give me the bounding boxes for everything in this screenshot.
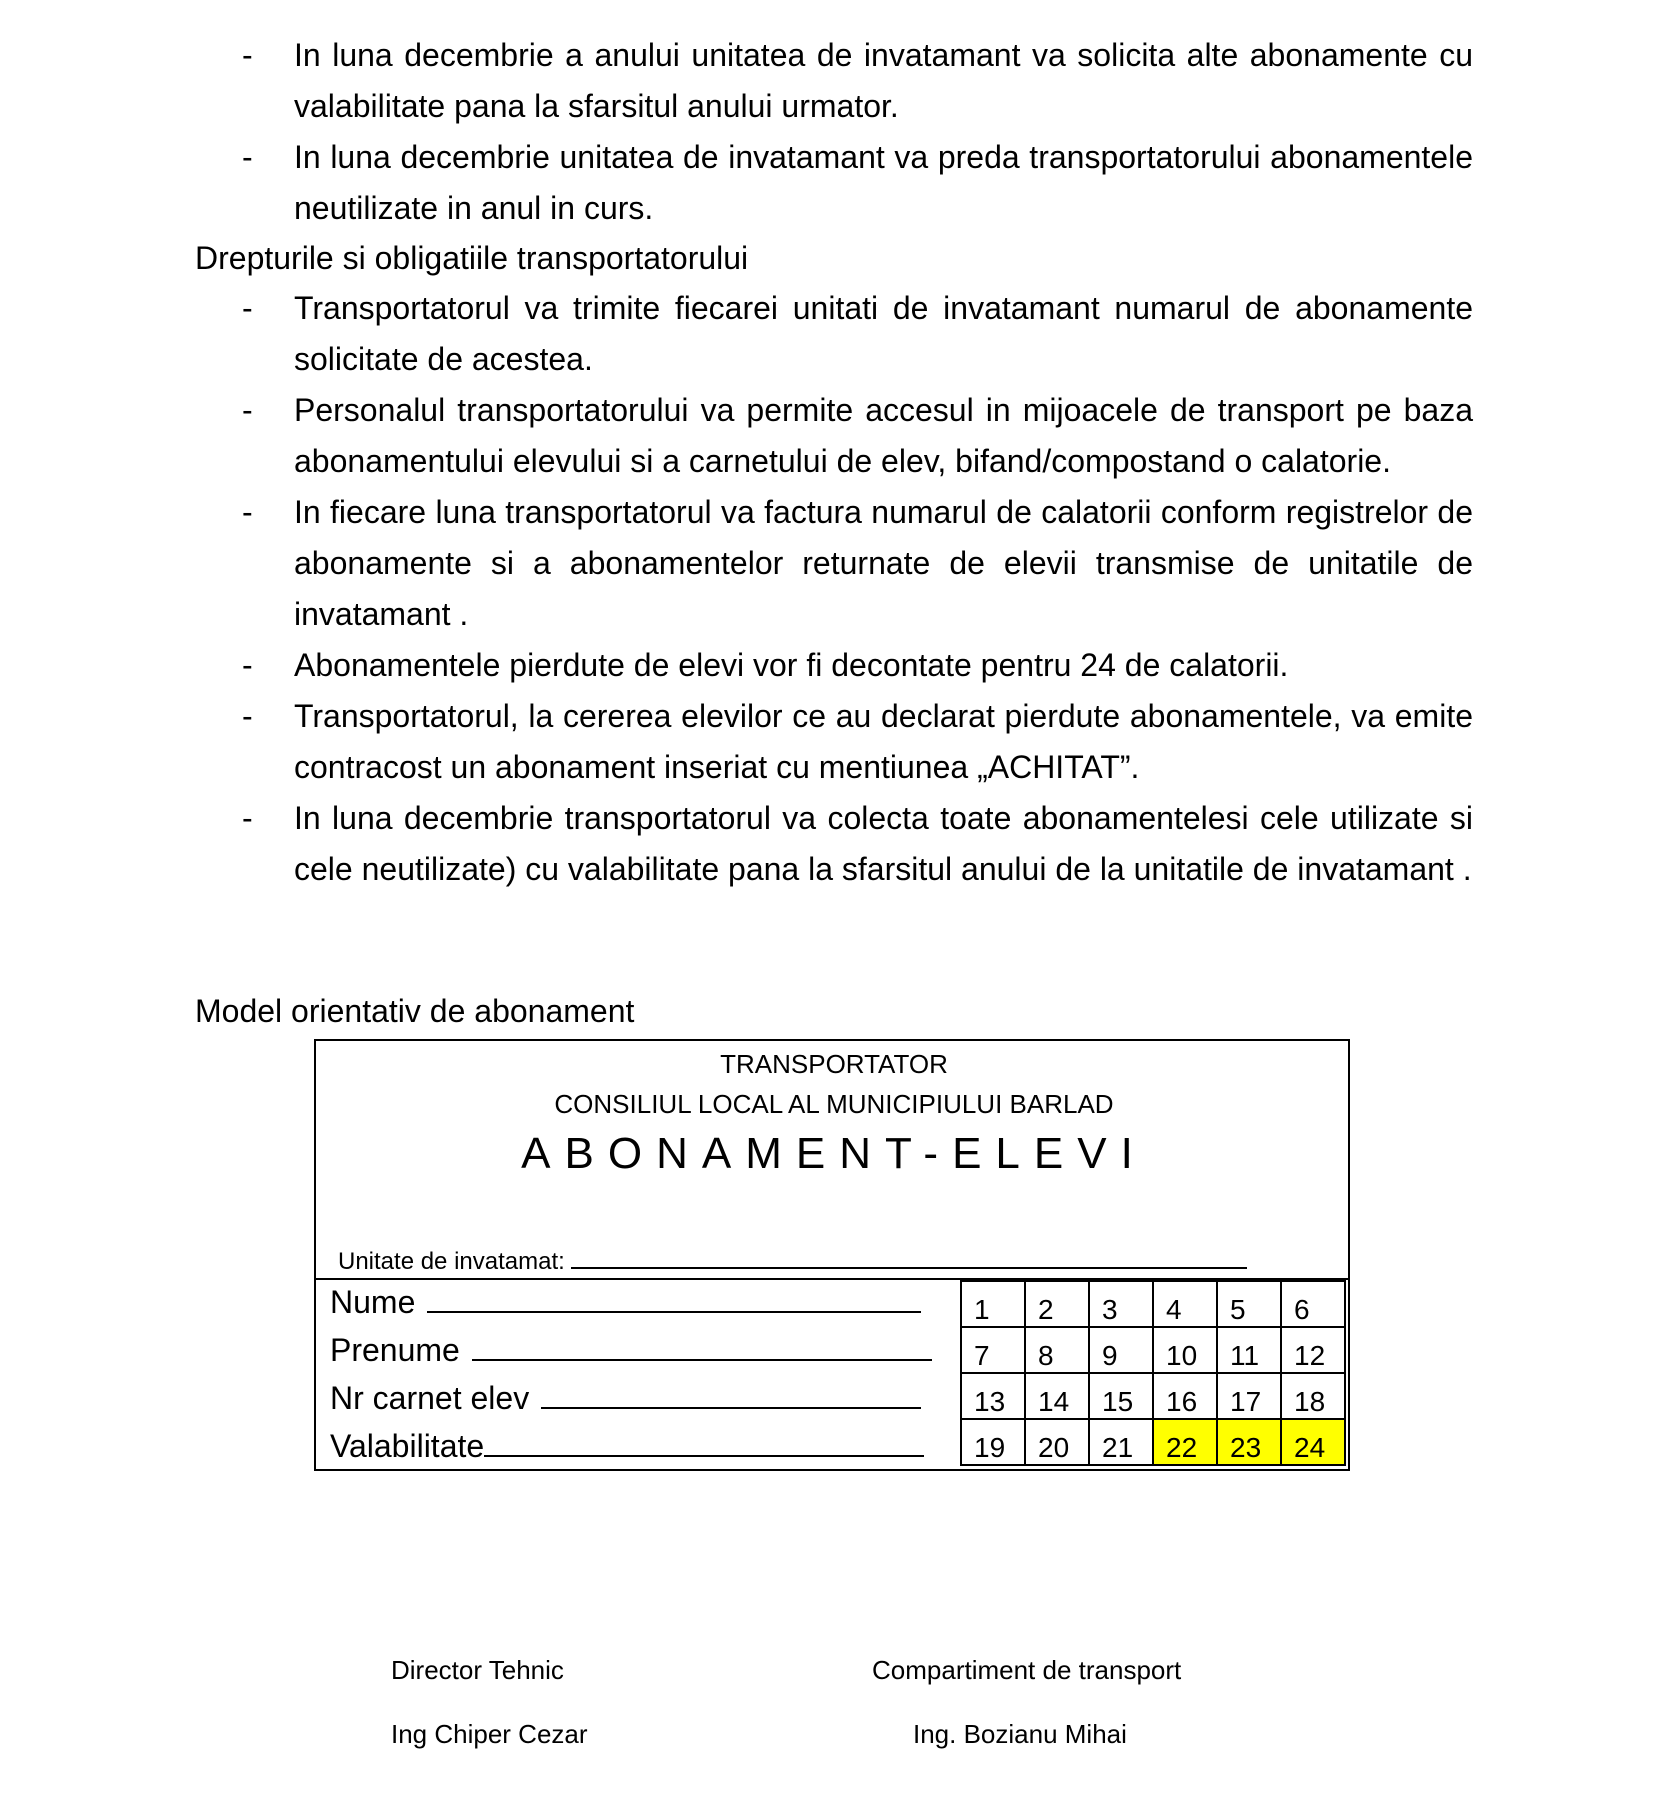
trip-grid-row [961,1419,1345,1465]
bullet-item [0,487,1654,640]
dash-marker: - [242,37,253,73]
trip-cell: 10 [1153,1327,1217,1373]
trip-cell: 17 [1217,1373,1281,1419]
trip-cell: 7 [961,1327,1025,1373]
trip-cell: 11 [1217,1327,1281,1373]
trip-cell: 20 [1025,1419,1089,1465]
dash-marker: - [242,139,253,175]
student-card-number-field [330,1379,921,1417]
trip-cell: 13 [961,1373,1025,1419]
trip-cell: 24 [1281,1419,1345,1465]
bullet-item [0,132,1654,234]
section-heading-rights: Drepturile si obligatiile transportatorului [195,240,749,276]
school-field-blank [571,1247,1247,1269]
dash-marker: - [242,392,253,428]
ticket-carrier-label: TRANSPORTATOR [720,1049,948,1079]
bullet-text: Personalul transportatorului va permite accesul in mijoacele de transport pe baza abonamentului elevului si a carnetului de elev, bifand/compostand o calatorie. [294,392,1473,479]
school-field [338,1247,1247,1276]
school-field-label: Unitate de invatamat: [338,1248,565,1275]
trip-cell: 5 [1217,1281,1281,1327]
name-field [330,1283,921,1321]
bullet-text: Transportatorul, la cererea elevilor ce au declarat pierdute abonamentele, va emite contracost un abonament inseriat cu mentiunea „ACHITAT”. [294,698,1473,785]
section-heading-model: Model orientativ de abonament [195,993,635,1029]
bullet-item [0,283,1654,385]
trip-cell: 4 [1153,1281,1217,1327]
signature-role-technical-director: Director Tehnic [391,1655,564,1685]
validity-field-label: Valabilitate [330,1428,485,1464]
validity-field [330,1427,924,1465]
first-name-field-blank [472,1331,932,1361]
bullet-item [0,691,1654,793]
trip-cell: 12 [1281,1327,1345,1373]
trip-cell: 22 [1153,1419,1217,1465]
dash-marker: - [242,647,253,683]
bullet-text: In luna decembrie a anului unitatea de invatamant va solicita alte abonamente cu valabilitate pana la sfarsitul anului urmator. [294,37,1473,124]
trip-cell: 6 [1281,1281,1345,1327]
bullet-item [0,793,1654,895]
ticket-carrier-name: CONSILIUL LOCAL AL MUNICIPIULUI BARLAD [554,1089,1114,1119]
name-field-label: Nume [330,1284,416,1320]
trip-cell: 23 [1217,1419,1281,1465]
trip-cell: 1 [961,1281,1025,1327]
dash-marker: - [242,698,253,734]
trip-grid-row [961,1281,1345,1327]
trip-cell: 18 [1281,1373,1345,1419]
bullet-text: Abonamentele pierdute de elevi vor fi decontate pentru 24 de calatorii. [294,647,1289,683]
trip-grid-row [961,1327,1345,1373]
dash-marker: - [242,800,253,836]
bullet-list-school-obligations [0,30,1654,234]
first-name-field [330,1331,932,1369]
trip-cell: 9 [1089,1327,1153,1373]
ticket-title: ABONAMENT-ELEVI [521,1129,1147,1178]
trip-cell: 2 [1025,1281,1089,1327]
trip-cell: 19 [961,1419,1025,1465]
signature-name-transport-department: Ing. Bozianu Mihai [913,1719,1127,1749]
dash-marker: - [242,290,253,326]
trip-cell: 15 [1089,1373,1153,1419]
bullet-text: Transportatorul va trimite fiecarei unitati de invatamant numarul de abonamente solicitate de acestea. [294,290,1473,377]
validity-field-blank [484,1427,924,1457]
trip-cell: 16 [1153,1373,1217,1419]
trip-cell: 21 [1089,1419,1153,1465]
trip-grid-row [961,1373,1345,1419]
bullet-text: In fiecare luna transportatorul va factura numarul de calatorii conform registrelor de abonamente si a abonamentelor returnate de elevii transmise de unitatile de invatamant . [294,494,1473,632]
trip-cell: 3 [1089,1281,1153,1327]
trip-grid [960,1280,1346,1466]
trip-cell: 8 [1025,1327,1089,1373]
bullet-item [0,640,1654,691]
dash-marker: - [242,494,253,530]
name-field-blank [427,1283,921,1313]
student-card-number-label: Nr carnet elev [330,1380,530,1416]
trip-cell: 14 [1025,1373,1089,1419]
signature-name-technical-director: Ing Chiper Cezar [391,1719,588,1749]
student-card-number-blank [541,1379,921,1409]
bullet-list-carrier-obligations [0,283,1654,895]
bullet-text: In luna decembrie transportatorul va colecta toate abonamentelesi cele utilizate si cele neutilizate) cu valabilitate pana la sfarsitul anului de la unitatile de invatamant . [294,800,1473,887]
first-name-field-label: Prenume [330,1332,460,1368]
bullet-item [0,30,1654,132]
subscription-ticket-model [314,1039,1350,1471]
bullet-item [0,385,1654,487]
signature-role-transport-department: Compartiment de transport [872,1655,1182,1685]
bullet-text: In luna decembrie unitatea de invatamant va preda transportatorului abonamentele neutilizate in anul in curs. [294,139,1473,226]
